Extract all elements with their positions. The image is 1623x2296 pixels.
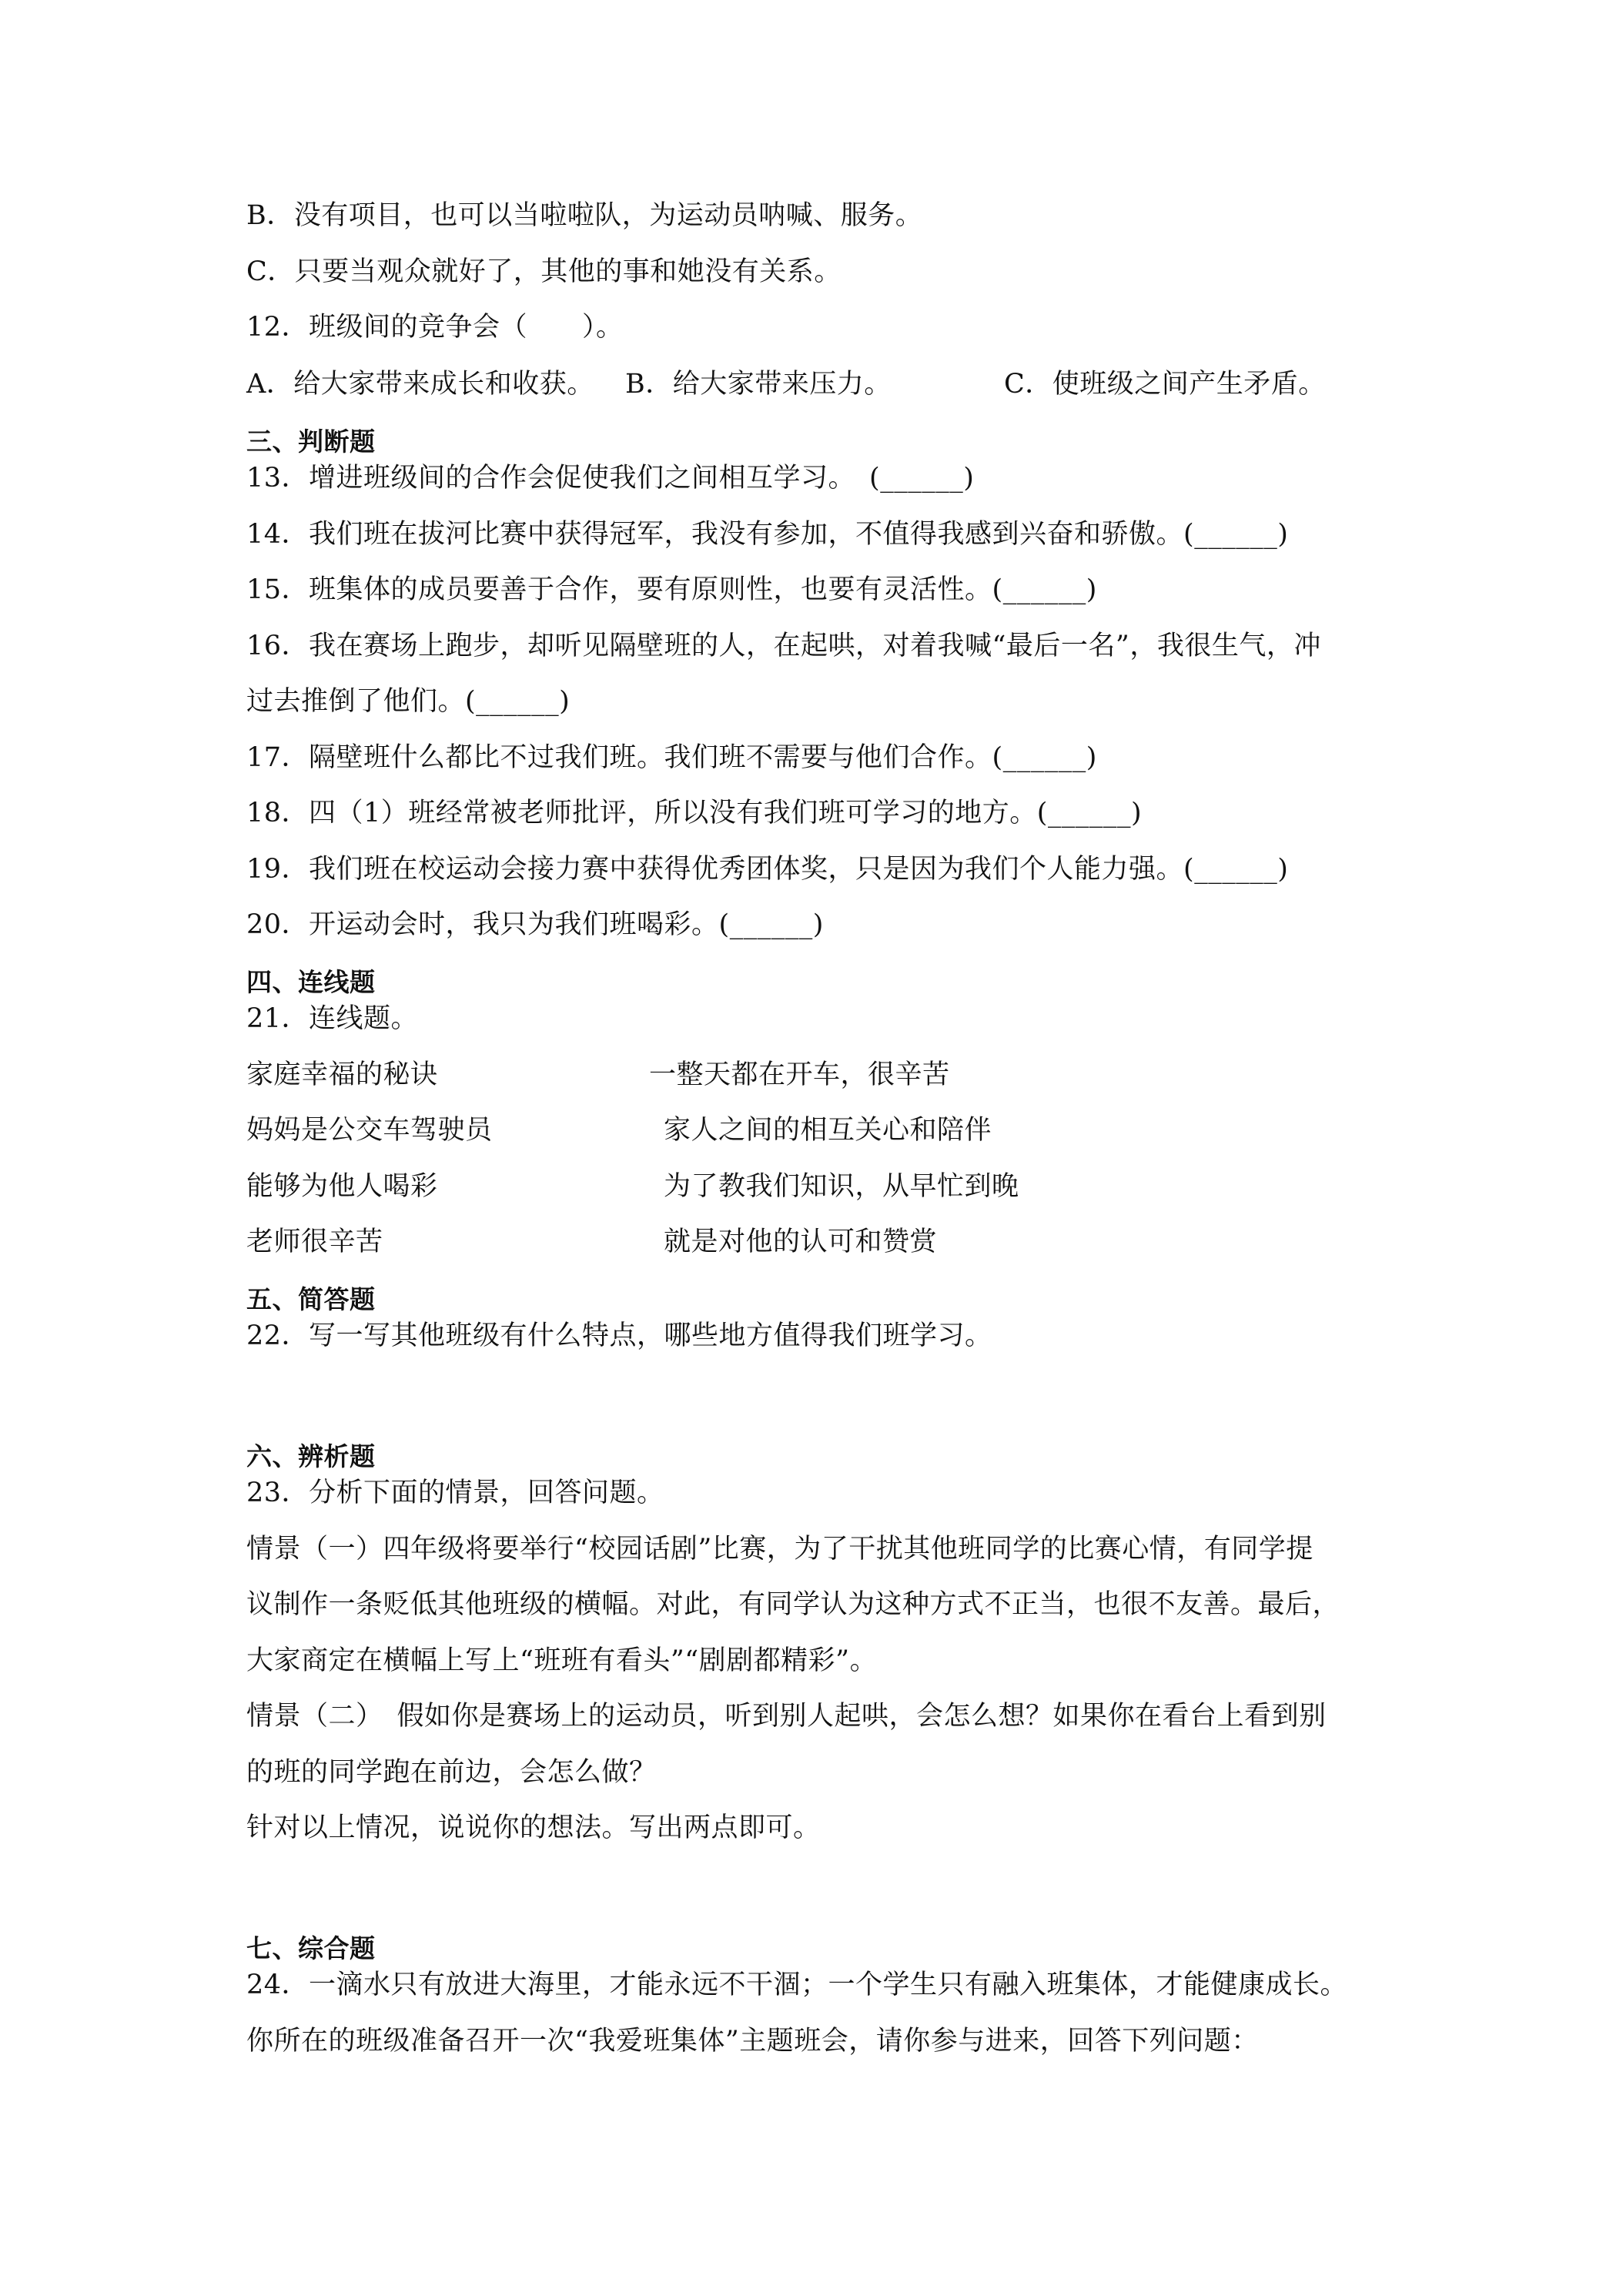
q11-option-b: B．没有项目，也可以当啦啦队，为运动员呐喊、服务。: [246, 200, 923, 231]
match-left-item: 家庭幸福的秘诀: [246, 1059, 438, 1090]
q16-line2: 过去推倒了他们。(______): [246, 686, 571, 717]
q24-line1: 24．一滴水只有放进大海里，才能永远不干涸；一个学生只有融入班集体，才能健康成长。: [246, 1970, 1348, 2000]
section-heading-judgement: 三、判断题: [246, 427, 376, 457]
scenario-2-line2: 的班的同学跑在前边，会怎么做？: [246, 1757, 657, 1788]
section-heading-matching: 四、连线题: [246, 967, 376, 997]
match-left-item: 妈妈是公交车驾驶员: [246, 1115, 493, 1146]
scenario-1-line1: 情景（一）四年级将要举行“校园话剧”比赛，为了干扰其他班同学的比赛心情，有同学提: [246, 1534, 1313, 1565]
match-left-item: 老师很辛苦: [246, 1227, 383, 1257]
q22-stem: 22．写一写其他班级有什么特点，哪些地方值得我们班学习。: [246, 1320, 992, 1351]
q24-line2: 你所在的班级准备召开一次“我爱班集体”主题班会，请你参与进来，回答下列问题：: [246, 2026, 1259, 2057]
q21-stem: 21．连线题。: [246, 1003, 419, 1034]
match-right-item: 家人之间的相互关心和陪伴: [664, 1115, 992, 1146]
match-right-item: 一整天都在开车，很辛苦: [649, 1059, 950, 1090]
q17: 17．隔壁班什么都比不过我们班。我们班不需要与他们合作。(______): [246, 742, 1097, 773]
match-right-item: 为了教我们知识，从早忙到晚: [664, 1171, 1019, 1202]
match-right-item: 就是对他的认可和赞赏: [664, 1227, 938, 1257]
q12-option-a: A．给大家带来成长和收获。: [246, 369, 594, 400]
q15: 15．班集体的成员要善于合作，要有原则性，也要有灵活性。(______): [246, 574, 1097, 605]
q12-stem: 12．班级间的竞争会（ ）。: [246, 312, 624, 343]
q12-option-c: C．使班级之间产生矛盾。: [1004, 369, 1326, 400]
q20: 20．开运动会时，我只为我们班喝彩。(______): [246, 909, 824, 940]
q23-stem: 23．分析下面的情景，回答问题。: [246, 1478, 664, 1508]
q14: 14．我们班在拔河比赛中获得冠军，我没有参加，不值得我感到兴奋和骄傲。(______): [246, 519, 1289, 550]
scenario-1-line3: 大家商定在横幅上写上“班班有看头”“剧剧都精彩”。: [246, 1645, 878, 1676]
section-heading-short-answer: 五、简答题: [246, 1284, 376, 1314]
q13: 13．增进班级间的合作会促使我们之间相互学习。 (______): [246, 463, 975, 494]
q19: 19．我们班在校运动会接力赛中获得优秀团体奖，只是因为我们个人能力强。(______): [246, 854, 1289, 885]
q16-line1: 16．我在赛场上跑步，却听见隔壁班的人，在起哄，对着我喊“最后一名”，我很生气，冲: [246, 631, 1321, 661]
q11-option-c: C．只要当观众就好了，其他的事和她没有关系。: [246, 256, 842, 287]
q23-instruction: 针对以上情况，说说你的想法。写出两点即可。: [246, 1812, 821, 1843]
scenario-1-line2: 议制作一条贬低其他班级的横幅。对此，有同学认为这种方式不正当，也很不友善。最后，: [246, 1589, 1340, 1620]
section-heading-analysis: 六、辨析题: [246, 1441, 376, 1471]
q12-option-b: B．给大家带来压力。: [625, 369, 892, 400]
q18: 18．四（1）班经常被老师批评，所以没有我们班可学习的地方。(______): [246, 798, 1143, 828]
section-heading-comprehensive: 七、综合题: [246, 1933, 376, 1963]
match-left-item: 能够为他人喝彩: [246, 1171, 438, 1202]
scenario-2-line1: 情景（二） 假如你是赛场上的运动员，听到别人起哄，会怎么想？如果你在看台上看到别: [246, 1701, 1327, 1732]
